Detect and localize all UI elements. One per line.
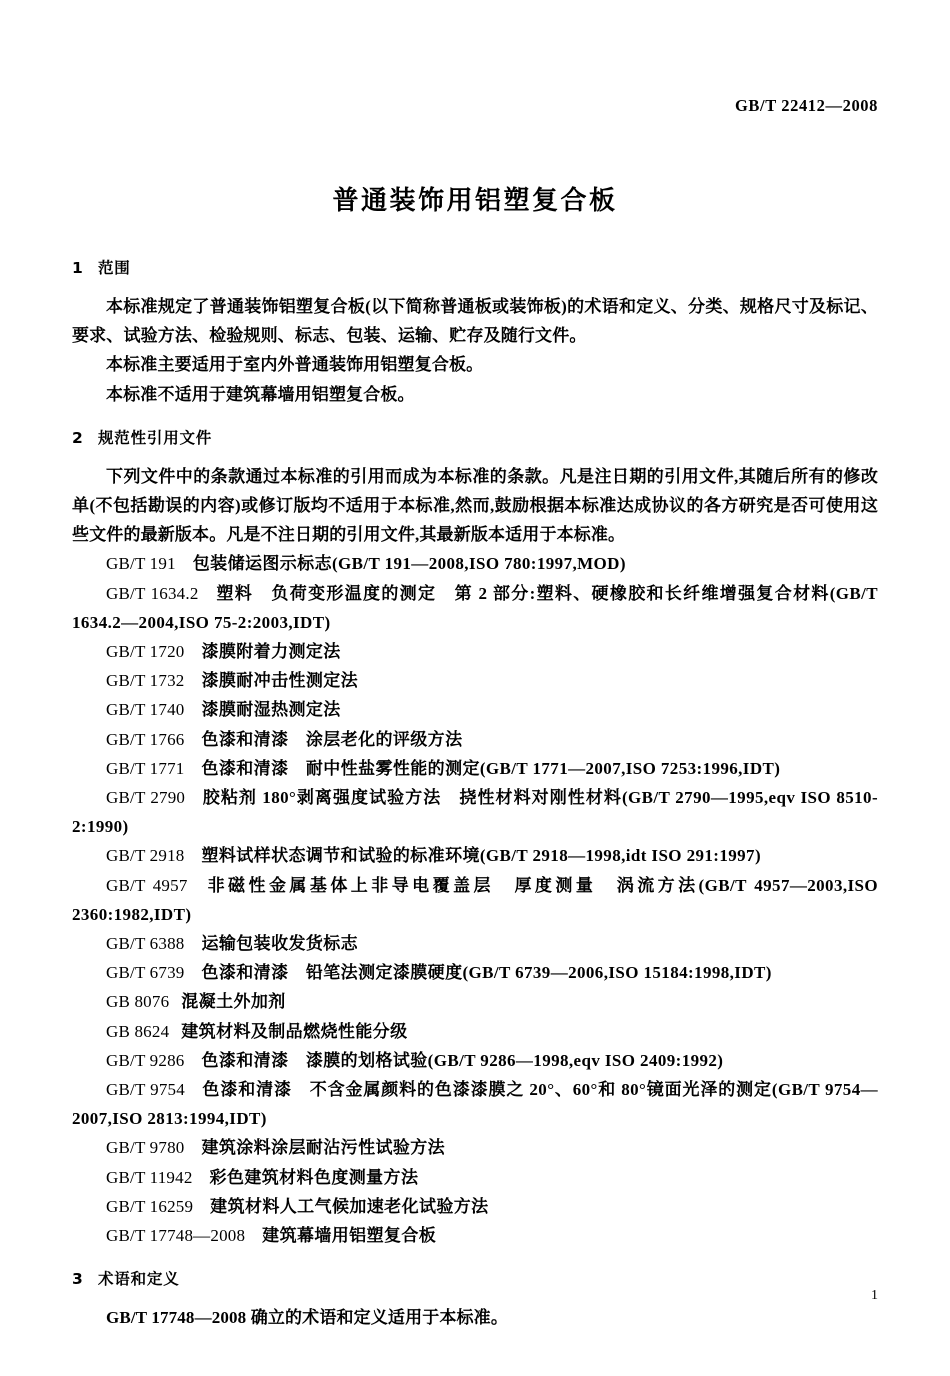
reference-item [72, 987, 878, 1016]
reference-code: GB/T 9286 [106, 1050, 185, 1070]
reference-code: GB 8624 [106, 1021, 170, 1041]
reference-item [72, 929, 878, 958]
reference-item [72, 841, 878, 870]
clause-1-paragraph-2: 本标准主要适用于室内外普通装饰用铝塑复合板。 [106, 355, 484, 375]
reference-title: 塑料试样状态调节和试验的标准环境(GB/T 2918—1998,idt ISO 291:1997) [201, 846, 762, 866]
reference-code: GB/T 191 [106, 554, 176, 574]
reference-item [72, 1017, 878, 1046]
clause-2-heading [72, 423, 878, 453]
reference-code: GB/T 2918 [106, 846, 185, 866]
reference-item [72, 637, 878, 666]
clause-1-heading [72, 253, 878, 283]
reference-title: 色漆和清漆 涂层老化的评级方法 [201, 729, 463, 749]
clause-1-title: 范围 [98, 259, 131, 277]
reference-code: GB/T 1720 [106, 642, 185, 662]
reference-title: 色漆和清漆 漆膜的划格试验(GB/T 9286—1998,eqv ISO 2409:1992) [201, 1050, 724, 1070]
reference-title: 运输包装收发货标志 [201, 934, 359, 954]
reference-item [72, 1221, 878, 1250]
reference-code: GB/T 9754 [106, 1080, 185, 1100]
page-title: 普通装饰用铝塑复合板 [332, 186, 618, 216]
reference-title: 混凝土外加剂 [181, 992, 286, 1012]
clause-2-number: 2 [72, 428, 84, 447]
page-content [72, 0, 878, 1376]
clause-1-number: 1 [72, 259, 84, 277]
reference-item [72, 725, 878, 754]
running-header-standard-number: GB/T 22412—2008 [734, 96, 878, 115]
reference-code: GB/T 6739 [106, 963, 185, 983]
reference-code: GB/T 11942 [106, 1167, 193, 1187]
reference-item [72, 1046, 878, 1075]
reference-title: 色漆和清漆 铅笔法测定漆膜硬度(GB/T 6739—2006,ISO 15184:1998,IDT) [201, 963, 772, 983]
reference-title: 彩色建筑材料色度测量方法 [209, 1167, 419, 1187]
reference-item [72, 1133, 878, 1162]
reference-item [72, 1192, 878, 1221]
reference-item [72, 958, 878, 987]
reference-title: 建筑幕墙用铝塑复合板 [262, 1226, 437, 1246]
clause-3-paragraph-1: GB/T 17748—2008 确立的术语和定义适用于本标准。 [106, 1308, 508, 1328]
reference-title: 色漆和清漆 耐中性盐雾性能的测定(GB/T 1771—2007,ISO 7253:1996,IDT) [201, 758, 781, 778]
reference-title: 漆膜耐冲击性测定法 [201, 671, 359, 691]
reference-title: 非磁性金属基体上非导电覆盖层 厚度测量 涡流方法(GB/T 4957—2003,ISO 2360:1982,IDT) [72, 875, 878, 924]
reference-item [72, 579, 878, 637]
reference-item [72, 1163, 878, 1192]
reference-code: GB/T 1634.2 [106, 583, 199, 603]
reference-code: GB/T 9780 [106, 1138, 185, 1158]
clause-1-paragraph-1: 本标准规定了普通装饰铝塑复合板(以下简称普通板或装饰板)的术语和定义、分类、规格尺寸及标记、要求、试验方法、检验规则、标志、包装、运输、贮存及随行文件。 [72, 297, 878, 346]
clause-2-paragraph-1: 下列文件中的条款通过本标准的引用而成为本标准的条款。凡是注日期的引用文件,其随后所有的修改单(不包括勘误的内容)或修订版均不适用于本标准,然而,鼓励根据本标准达成协议的各方研究是否可使用这些文件的最新版本。凡是不注日期的引用文件,其最新版本适用于本标准。 [72, 466, 878, 545]
reference-code: GB/T 4957 [106, 875, 188, 895]
reference-title: 胶粘剂 180°剥离强度试验方法 挠性材料对刚性材料(GB/T 2790—1995,eqv ISO 8510-2:1990) [72, 788, 879, 837]
reference-item [72, 754, 878, 783]
clause-1-paragraph-3: 本标准不适用于建筑幕墙用铝塑复合板。 [106, 384, 415, 404]
reference-title: 建筑涂料涂层耐沾污性试验方法 [201, 1138, 446, 1158]
normative-reference-list [72, 549, 878, 1250]
clause-2-title: 规范性引用文件 [98, 428, 213, 447]
clause-3-title: 术语和定义 [98, 1270, 180, 1289]
reference-code: GB/T 6388 [106, 934, 185, 954]
reference-item [72, 695, 878, 724]
reference-item [72, 871, 878, 929]
reference-item [72, 1075, 878, 1133]
reference-code: GB/T 1732 [106, 671, 185, 691]
reference-title: 塑料 负荷变形温度的测定 第 2 部分:塑料、硬橡胶和长纤维增强复合材料(GB/T 1634.2—2004,ISO 75-2:2003,IDT) [72, 583, 878, 632]
reference-code: GB/T 16259 [106, 1196, 194, 1216]
reference-code: GB/T 2790 [106, 788, 186, 808]
reference-code: GB/T 1740 [106, 700, 185, 720]
reference-title: 色漆和清漆 不含金属颜料的色漆漆膜之 20°、60°和 80°镜面光泽的测定(GB/T 9754—2007,ISO 2813:1994,IDT) [72, 1080, 878, 1129]
reference-code: GB/T 17748—2008 [106, 1226, 246, 1246]
document-body [72, 253, 878, 1333]
reference-title: 建筑材料及制品燃烧性能分级 [181, 1021, 408, 1041]
reference-item [72, 666, 878, 695]
reference-code: GB/T 1771 [106, 758, 185, 778]
reference-code: GB/T 1766 [106, 729, 185, 749]
reference-code: GB 8076 [106, 992, 170, 1012]
reference-title: 漆膜耐湿热测定法 [201, 700, 341, 720]
clause-3-heading [72, 1264, 878, 1294]
clause-3-number: 3 [72, 1270, 84, 1289]
page-number: 1 [871, 1288, 878, 1303]
reference-item [72, 783, 878, 841]
reference-title: 建筑材料人工气候加速老化试验方法 [210, 1196, 489, 1216]
reference-title: 包装储运图示标志(GB/T 191—2008,ISO 780:1997,MOD) [192, 554, 626, 574]
reference-item [72, 549, 878, 578]
reference-title: 漆膜附着力测定法 [201, 642, 341, 662]
